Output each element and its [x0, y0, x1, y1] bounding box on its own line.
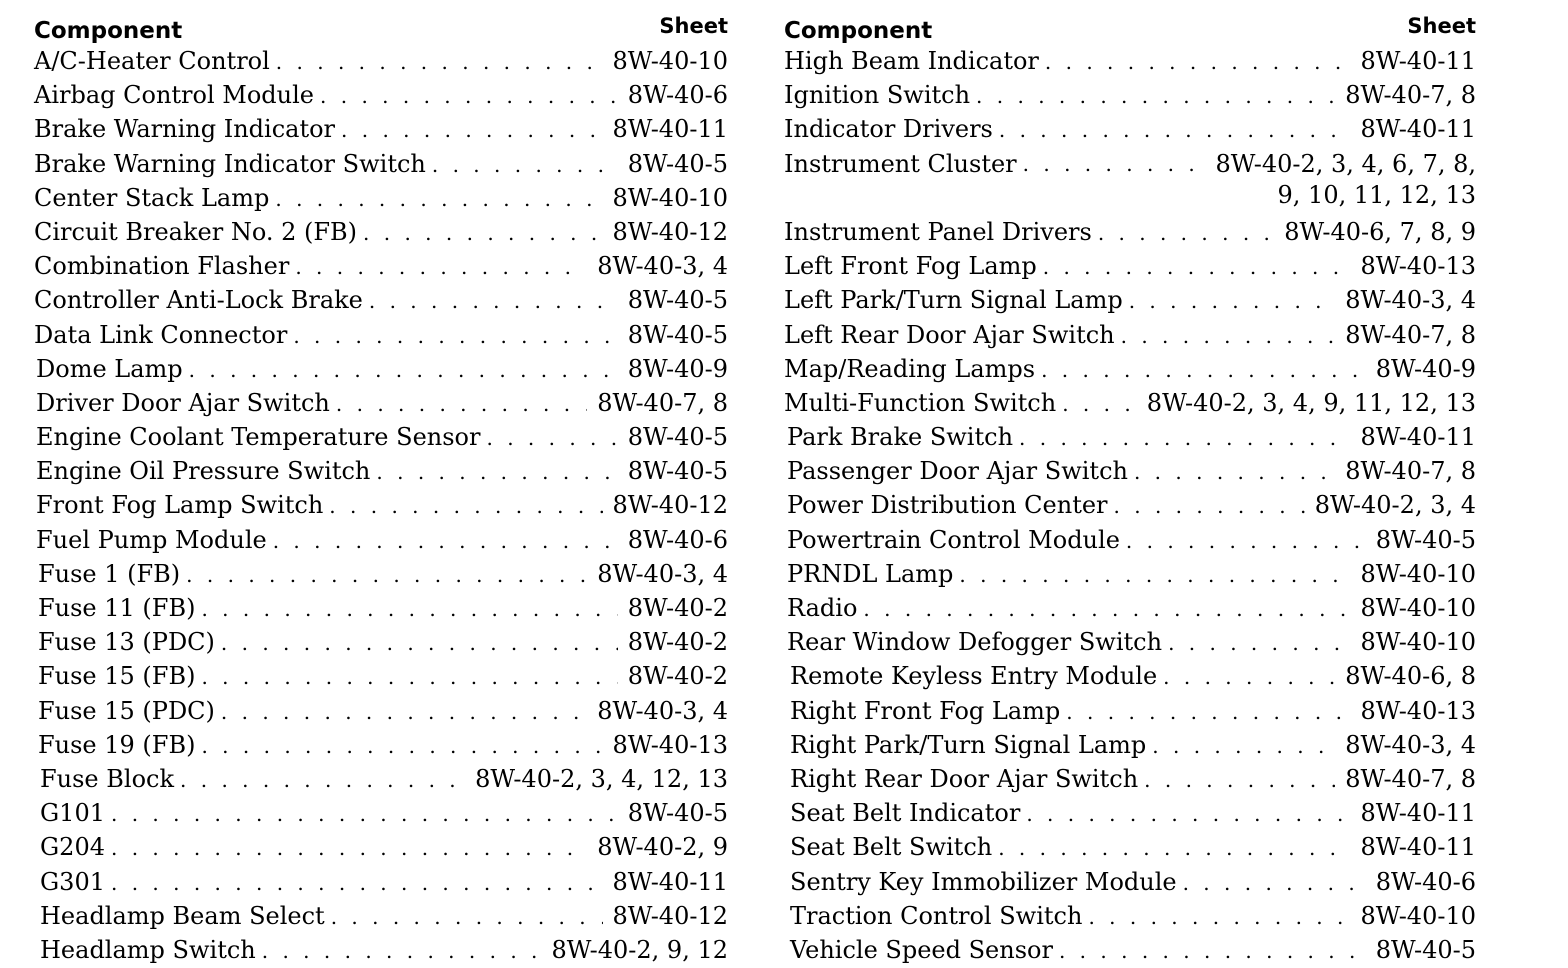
dot-leader	[273, 524, 618, 558]
dot-leader	[221, 626, 618, 660]
dot-leader	[1121, 319, 1336, 353]
table-row	[34, 352, 728, 386]
component-name: Right Rear Door Ajar Switch	[790, 764, 1139, 793]
sheet-heading: Sheet	[1407, 14, 1476, 38]
sheet-reference: 8W-40-2, 3, 4	[1314, 491, 1476, 520]
table-row	[784, 694, 1476, 728]
sheet-reference: 8W-40-11	[1360, 799, 1476, 828]
sheet-reference: 8W-40-2, 3, 4, 6, 7, 8, 9, 10, 11, 12, 13	[1215, 149, 1476, 209]
right-component-list	[784, 44, 1476, 967]
dot-leader	[295, 250, 587, 284]
table-row	[784, 44, 1476, 78]
sheet-reference: 8W-40-3, 4	[597, 559, 728, 588]
component-name: Headlamp Switch	[40, 935, 256, 964]
component-name: Fuse 19 (FB)	[38, 730, 196, 759]
table-row	[784, 591, 1476, 625]
component-name: Data Link Connector	[34, 320, 288, 349]
dot-leader	[320, 79, 618, 113]
sheet-reference: 8W-40-11	[1360, 47, 1476, 75]
sheet-reference: 8W-40-3, 4	[597, 696, 728, 725]
dot-leader	[262, 934, 542, 968]
component-name: A/C-Heater Control	[34, 47, 270, 75]
dot-leader	[369, 284, 618, 318]
sheet-reference: 8W-40-2, 3, 4, 12, 13	[475, 764, 728, 793]
sheet-reference: 8W-40-10	[1360, 628, 1476, 657]
sheet-reference: 8W-40-7, 8	[597, 388, 728, 417]
left-component-list	[34, 44, 728, 967]
sheet-reference: 8W-40-9	[1375, 354, 1476, 383]
sheet-reference: 8W-40-7, 8	[1345, 320, 1476, 349]
dot-leader	[341, 113, 602, 147]
table-row	[34, 249, 728, 283]
component-name: Left Rear Door Ajar Switch	[784, 320, 1115, 349]
dot-leader	[1026, 797, 1350, 831]
component-name: Left Park/Turn Signal Lamp	[784, 286, 1123, 315]
component-name: Fuse 15 (PDC)	[38, 696, 215, 725]
component-name: Sentry Key Immobilizer Module	[790, 867, 1177, 896]
table-row	[34, 488, 728, 522]
table-row	[784, 352, 1476, 386]
component-name: Fuse 15 (FB)	[38, 662, 196, 691]
left-column-header	[34, 8, 728, 44]
dot-leader	[976, 79, 1335, 113]
sheet-reference: 8W-40-12	[612, 217, 728, 246]
right-column	[784, 8, 1476, 967]
sheet-reference: 8W-40-13	[1360, 252, 1476, 281]
table-row	[34, 112, 728, 146]
component-name: Powertrain Control Module	[787, 525, 1120, 554]
component-name: Instrument Cluster	[784, 149, 1017, 178]
component-name: Left Front Fog Lamp	[784, 252, 1037, 281]
sheet-reference: 8W-40-3, 4	[1345, 730, 1476, 759]
dot-leader	[180, 763, 465, 797]
sheet-reference: 8W-40-9	[627, 354, 728, 383]
sheet-reference: 8W-40-10	[1360, 594, 1476, 623]
sheet-reference: 8W-40-5	[1375, 935, 1476, 964]
table-row	[34, 420, 728, 454]
component-name: PRNDL Lamp	[787, 559, 954, 588]
component-name: Indicator Drivers	[784, 115, 993, 144]
sheet-reference: 8W-40-10	[612, 47, 728, 75]
table-row	[784, 318, 1476, 352]
table-row	[34, 796, 728, 830]
dot-leader	[376, 455, 617, 489]
component-name: Engine Coolant Temperature Sensor	[36, 423, 481, 452]
table-row	[34, 44, 728, 78]
sheet-reference: 8W-40-7, 8	[1345, 81, 1476, 110]
table-row	[784, 796, 1476, 830]
component-name: Right Park/Turn Signal Lamp	[790, 730, 1147, 759]
sheet-reference: 8W-40-5	[627, 423, 728, 452]
dot-leader	[1059, 934, 1366, 968]
dot-leader	[999, 113, 1351, 147]
sheet-heading: Sheet	[659, 14, 728, 38]
right-column-header	[784, 8, 1476, 44]
sheet-reference: 8W-40-5	[627, 320, 728, 349]
table-row	[34, 523, 728, 557]
sheet-reference: 8W-40-2, 3, 4, 9, 11, 12, 13	[1146, 388, 1476, 417]
table-row	[784, 147, 1476, 215]
component-name: Seat Belt Indicator	[790, 799, 1021, 828]
dot-leader	[863, 592, 1350, 626]
sheet-reference: 8W-40-10	[1360, 901, 1476, 930]
component-name: Driver Door Ajar Switch	[36, 388, 330, 417]
component-name: Headlamp Beam Select	[40, 901, 325, 930]
sheet-reference: 8W-40-6	[1375, 867, 1476, 896]
table-row	[34, 386, 728, 420]
sheet-reference: 8W-40-3, 4	[597, 252, 728, 281]
component-name: Multi-Function Switch	[784, 388, 1057, 417]
sheet-reference: 8W-40-2	[627, 662, 728, 691]
table-row	[784, 762, 1476, 796]
sheet-reference: 8W-40-6	[627, 81, 728, 110]
dot-leader	[959, 558, 1350, 592]
table-row	[784, 625, 1476, 659]
component-heading: Component	[784, 18, 933, 44]
component-name: Center Stack Lamp	[34, 183, 270, 212]
table-row	[784, 659, 1476, 693]
sheet-reference: 8W-40-11	[1360, 833, 1476, 862]
dot-leader	[1045, 45, 1351, 79]
dot-leader	[331, 900, 603, 934]
component-name: Circuit Breaker No. 2 (FB)	[34, 217, 358, 246]
table-row	[34, 147, 728, 181]
component-heading: Component	[34, 18, 183, 44]
sheet-reference: 8W-40-2	[627, 628, 728, 657]
table-row	[784, 933, 1476, 967]
component-name: Seat Belt Switch	[790, 833, 993, 862]
sheet-reference: 8W-40-11	[1360, 423, 1476, 452]
dot-leader	[1168, 626, 1350, 660]
table-row	[784, 899, 1476, 933]
dot-leader	[1023, 147, 1206, 181]
component-name: Passenger Door Ajar Switch	[787, 457, 1128, 486]
table-row	[784, 215, 1476, 249]
dot-leader	[1043, 250, 1351, 284]
dot-leader	[1144, 763, 1335, 797]
table-row	[784, 830, 1476, 864]
table-row	[34, 865, 728, 899]
dot-leader	[201, 592, 617, 626]
sheet-reference: 8W-40-7, 8	[1345, 764, 1476, 793]
dot-leader	[293, 319, 617, 353]
table-row	[34, 830, 728, 864]
component-name: G301	[40, 867, 105, 896]
table-row	[34, 318, 728, 352]
component-name: Ignition Switch	[784, 81, 971, 110]
sheet-reference: 8W-40-2	[627, 594, 728, 622]
table-row	[784, 865, 1476, 899]
sheet-reference: 8W-40-7, 8	[1345, 457, 1476, 486]
component-name: G101	[40, 799, 105, 828]
sheet-reference: 8W-40-6	[627, 525, 728, 554]
table-row	[34, 659, 728, 693]
dot-leader	[1129, 284, 1336, 318]
dot-leader	[1066, 695, 1350, 729]
component-name: Map/Reading Lamps	[784, 354, 1036, 383]
table-row	[784, 557, 1476, 591]
dot-leader	[1163, 660, 1335, 694]
component-name: Park Brake Switch	[787, 423, 1014, 452]
table-row	[784, 112, 1476, 146]
dot-leader	[201, 729, 602, 763]
table-row	[34, 557, 728, 591]
component-name: Front Fog Lamp Switch	[36, 491, 324, 520]
component-name: Fuse Block	[40, 764, 175, 793]
table-row	[34, 591, 728, 625]
dot-leader	[432, 148, 618, 182]
dot-leader	[276, 45, 603, 79]
table-row	[34, 694, 728, 728]
sheet-reference: 8W-40-10	[612, 183, 728, 212]
component-name: Remote Keyless Entry Module	[790, 662, 1158, 691]
dot-leader	[111, 866, 603, 900]
component-name: Dome Lamp	[36, 354, 183, 383]
table-row	[784, 454, 1476, 488]
table-row	[784, 386, 1476, 420]
sheet-reference: 8W-40-3, 4	[1345, 286, 1476, 315]
sheet-reference: 8W-40-5	[627, 457, 728, 486]
dot-leader	[275, 182, 602, 216]
dot-leader	[1088, 900, 1350, 934]
sheet-reference: 8W-40-13	[1360, 696, 1476, 725]
dot-leader	[111, 831, 587, 865]
sheet-reference: 8W-40-12	[612, 901, 728, 930]
component-name: Right Front Fog Lamp	[790, 696, 1061, 725]
component-name: Controller Anti-Lock Brake	[34, 286, 363, 315]
table-row	[34, 78, 728, 112]
component-name: Fuse 1 (FB)	[38, 559, 181, 588]
dot-leader	[336, 387, 587, 421]
dot-leader	[1183, 866, 1366, 900]
component-name: Fuel Pump Module	[36, 525, 267, 554]
sheet-reference: 8W-40-2, 9, 12	[551, 935, 728, 964]
dot-leader	[486, 421, 617, 455]
component-name: Instrument Panel Drivers	[784, 217, 1092, 246]
dot-leader	[998, 831, 1350, 865]
dot-leader	[111, 797, 618, 831]
table-row	[34, 181, 728, 215]
sheet-reference: 8W-40-5	[627, 799, 728, 828]
dot-leader	[186, 558, 587, 592]
component-name: Traction Control Switch	[790, 901, 1083, 930]
component-name: High Beam Indicator	[784, 47, 1039, 75]
sheet-reference: 8W-40-6, 7, 8, 9	[1284, 217, 1476, 246]
table-row	[34, 454, 728, 488]
table-row	[784, 523, 1476, 557]
table-row	[784, 488, 1476, 522]
component-name: Fuse 11 (FB)	[38, 594, 196, 622]
sheet-reference: 8W-40-13	[612, 730, 728, 759]
sheet-reference: 8W-40-2, 9	[597, 833, 728, 862]
table-row	[784, 728, 1476, 762]
dot-leader	[221, 695, 587, 729]
left-column	[34, 8, 728, 967]
sheet-reference: 8W-40-5	[627, 286, 728, 315]
sheet-reference: 8W-40-5	[627, 149, 728, 178]
table-row	[784, 283, 1476, 317]
dot-leader	[189, 353, 618, 387]
table-row	[784, 78, 1476, 112]
sheet-reference: 8W-40-11	[612, 867, 728, 896]
component-name: G204	[40, 833, 105, 862]
table-row	[34, 933, 728, 967]
dot-leader	[1152, 729, 1335, 763]
sheet-reference: 8W-40-12	[612, 491, 728, 520]
component-name: Fuse 13 (PDC)	[38, 628, 215, 657]
table-row	[784, 249, 1476, 283]
dot-leader	[1062, 387, 1137, 421]
component-name: Radio	[787, 594, 858, 623]
dot-leader	[1019, 421, 1350, 455]
table-row	[34, 728, 728, 762]
sheet-reference: 8W-40-11	[612, 115, 728, 144]
component-name: Rear Window Defogger Switch	[787, 628, 1163, 657]
dot-leader	[363, 216, 602, 250]
dot-leader	[329, 489, 602, 523]
dot-leader	[1126, 524, 1366, 558]
table-row	[784, 420, 1476, 454]
component-name: Brake Warning Indicator Switch	[34, 149, 426, 178]
component-name: Engine Oil Pressure Switch	[36, 457, 371, 486]
dot-leader	[1041, 353, 1366, 387]
sheet-reference: 8W-40-10	[1360, 559, 1476, 588]
table-row	[34, 899, 728, 933]
sheet-reference: 8W-40-6, 8	[1345, 662, 1476, 691]
component-name: Power Distribution Center	[787, 491, 1108, 520]
dot-leader	[1098, 216, 1274, 250]
dot-leader	[1134, 455, 1335, 489]
component-name: Combination Flasher	[34, 252, 290, 281]
component-name: Vehicle Speed Sensor	[790, 935, 1053, 964]
dot-leader	[201, 660, 617, 694]
table-row	[34, 762, 728, 796]
dot-leader	[1114, 489, 1305, 523]
sheet-reference: 8W-40-5	[1375, 525, 1476, 554]
component-name: Brake Warning Indicator	[34, 115, 336, 144]
table-row	[34, 283, 728, 317]
table-row	[34, 215, 728, 249]
table-row	[34, 625, 728, 659]
sheet-reference: 8W-40-11	[1360, 115, 1476, 144]
component-name: Airbag Control Module	[34, 81, 315, 110]
